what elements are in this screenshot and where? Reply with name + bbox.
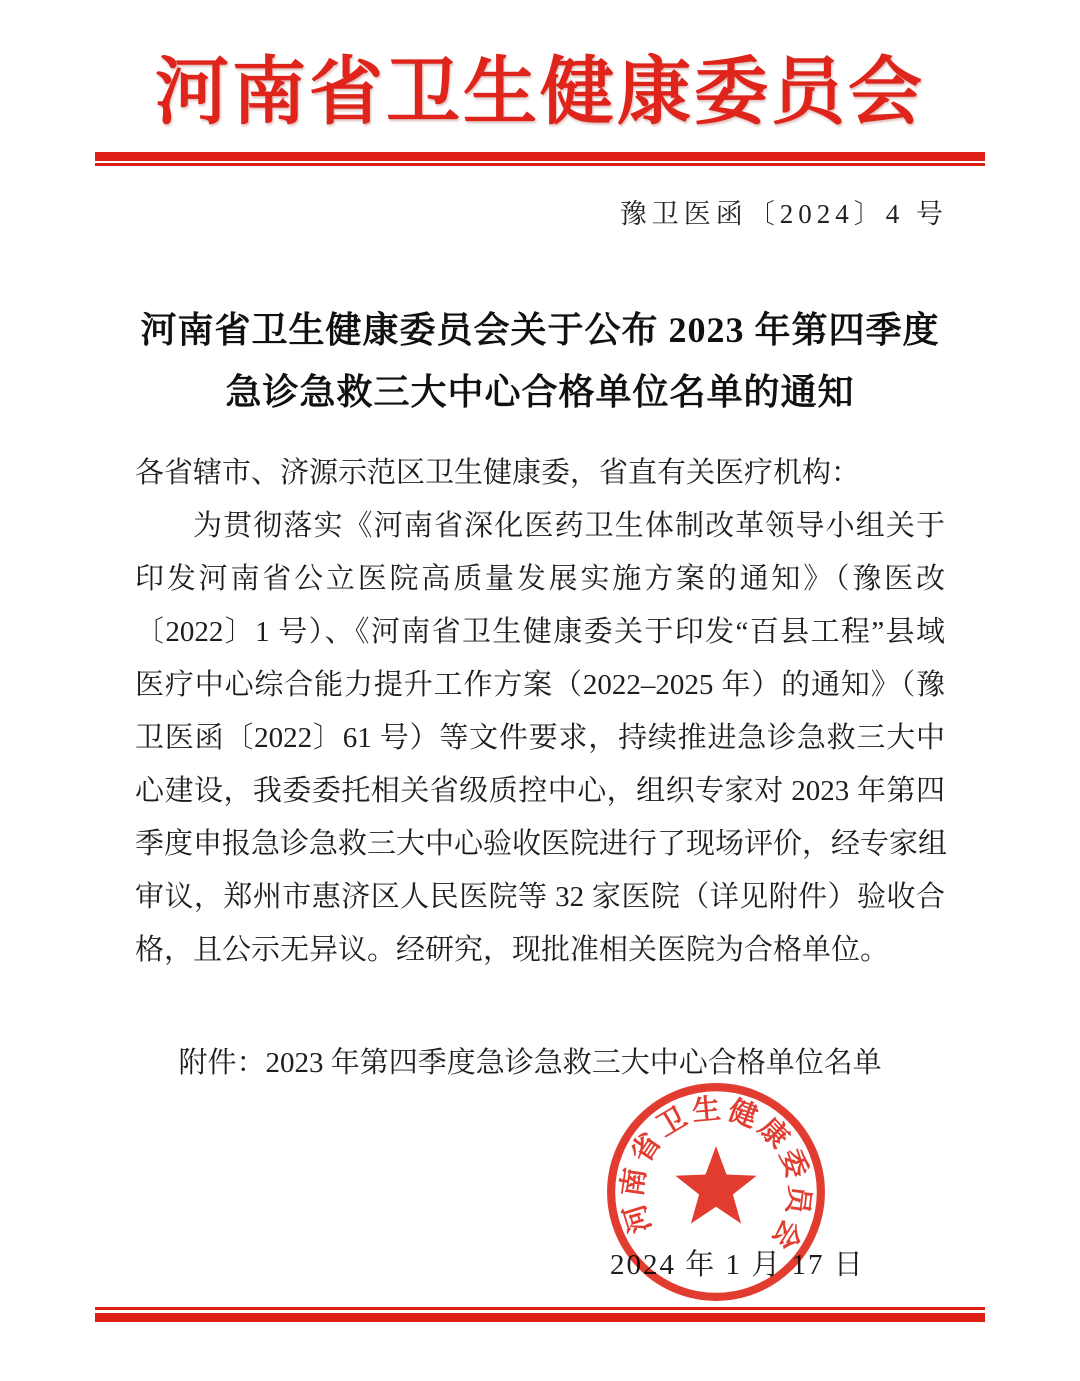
body-line: 各省辖市、济源示范区卫生健康委，省直有关医疗机构： — [135, 457, 861, 489]
body-line: 季度申报急诊急救三大中心验收医院进行了现场评价，经专家组 — [135, 828, 948, 860]
issue-date: 2024 年 1 月 17 日 — [610, 1249, 865, 1281]
body-line: 卫医函〔2022〕61 号）等文件要求，持续推进急诊急救三大中 — [135, 722, 945, 754]
body-paragraph — [135, 447, 948, 977]
body-line: 格，且公示无异议。经研究，现批准相关医院为合格单位。 — [135, 934, 890, 966]
body-line: 医疗中心综合能力提升工作方案（2022–2025 年）的通知》（豫 — [135, 669, 945, 701]
notice-title-line2: 急诊急救三大中心合格单位名单的通知 — [225, 372, 855, 412]
notice-title-line1: 河南省卫生健康委员会关于公布 2023 年第四季度 — [140, 310, 940, 350]
attachment-line: 附件：2023 年第四季度急诊急救三大中心合格单位名单 — [178, 1047, 882, 1079]
body-line: 印发河南省公立医院高质量发展实施方案的通知》（豫医改 — [135, 563, 945, 595]
footer-divider — [95, 1307, 985, 1322]
body-line: 为贯彻落实《河南省深化医药卫生体制改革领导小组关于 — [193, 510, 945, 542]
star-icon — [675, 1146, 756, 1223]
document-number: 豫卫医函〔2024〕4 号 — [619, 199, 948, 229]
body-line: 〔2022〕1 号）、《河南省卫生健康委关于印发“百县工程”县域 — [135, 616, 945, 648]
body-line: 审议，郑州市惠济区人民医院等 32 家医院（详见附件）验收合 — [135, 881, 945, 913]
body-line: 心建设，我委委托相关省级质控中心，组织专家对 2023 年第四 — [135, 775, 945, 807]
agency-letterhead: 河南省卫生健康委员会 — [155, 52, 925, 134]
seal-text: 河南省卫生健康委员会 — [617, 1093, 815, 1258]
header-divider — [95, 152, 985, 166]
official-seal — [604, 1080, 828, 1304]
notice-title — [0, 299, 1080, 423]
